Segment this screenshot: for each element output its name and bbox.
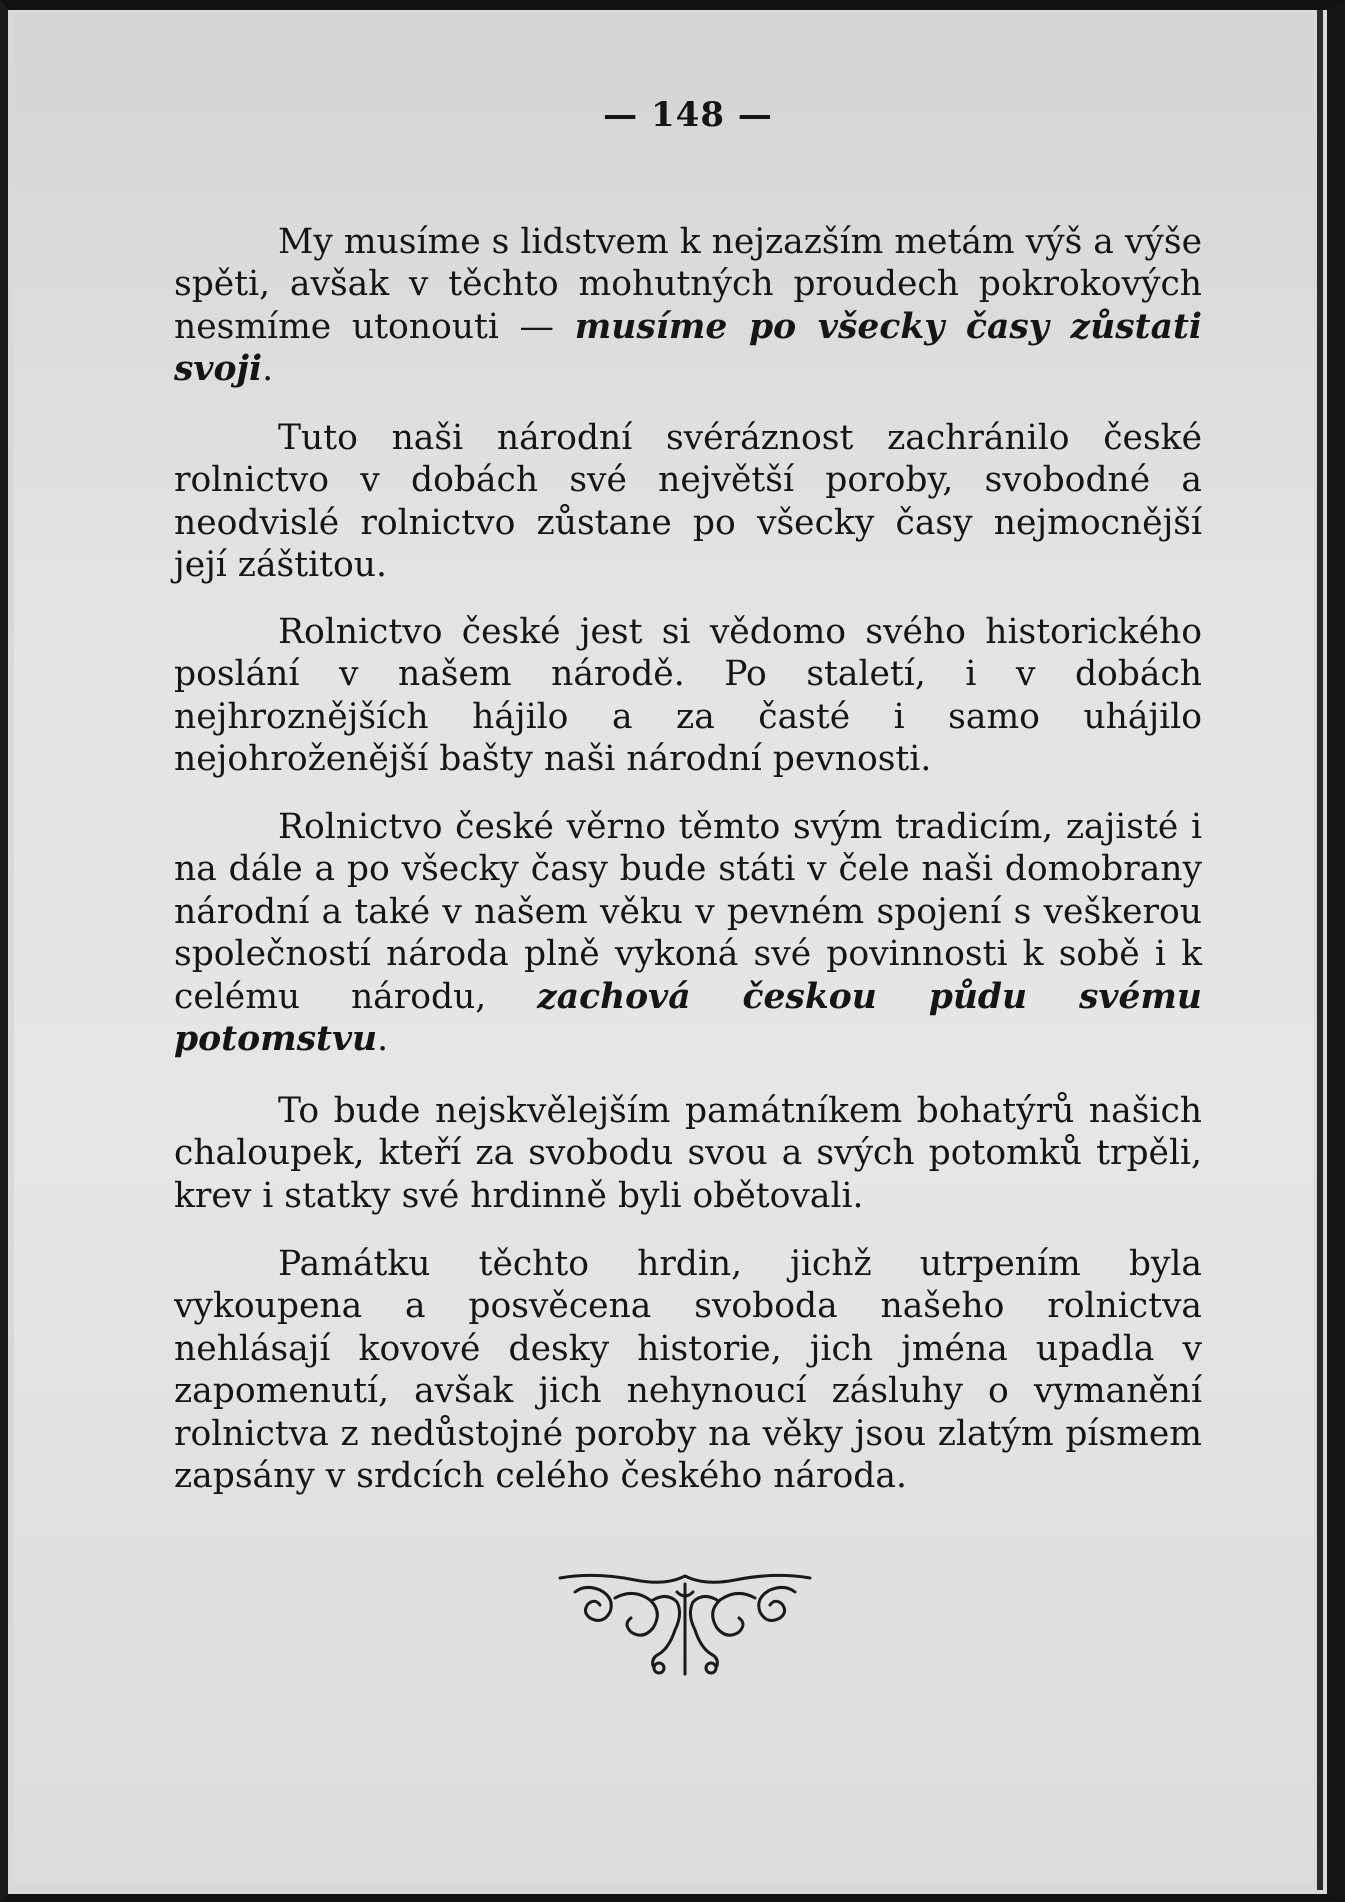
paragraph-1-end: .	[262, 349, 274, 389]
page-binding-edge	[1317, 10, 1323, 1890]
paragraph-4-end: .	[377, 1019, 389, 1059]
paragraph-4-emphasis: zachová českou půdu svému potomstvu	[174, 976, 1203, 1059]
paragraph-4	[174, 806, 1202, 1061]
paragraph-2	[174, 417, 1202, 587]
paragraph-5-text: To bude nejskvělejším památníkem bohatýrů našich chaloupek, kteří za svobodu svou a svých potomků trpěli, krev i statky své hrdinně byli obětovali.	[174, 1090, 1202, 1216]
paragraph-3-text: Rolnictvo české jest si vědomo svého historického poslání v našem národě. Po staletí, i v dobách nejhroznějších hájilo a za časté i samo uhájilo nejohroženější bašty naši národní pevnosti.	[174, 611, 1202, 779]
scroll-ornament-icon	[555, 1570, 815, 1680]
paragraph-6-text: Památku těchto hrdin, jichž utrpením byla vykoupena a posvěcena svoboda našeho rolnictva nehlásají kovové desky historie, jich jména upadla v zapomenutí, avšak jich nehynoucí zásluhy o vymanění rolnictva z nedůstojné poroby na věky jsou zlatým písmem zapsány v srdcích celého českého národa.	[174, 1243, 1202, 1496]
paragraph-4-text: Rolnictvo české věrno těmto svým tradicím, zajisté i na dále a po všecky časy bude státi v čele naši domobrany národní a také v našem věku v pevném spojení s veškerou společností národa plně vykoná své povinnosti k sobě i k celému národu,	[174, 806, 1202, 1017]
paragraph-6	[174, 1243, 1202, 1498]
paragraph-1-text: My musíme s lidstvem k nejzazším metám výš a výše spěti, avšak v těchto mohutných proudech pokrokových nesmíme utonouti —	[174, 221, 1202, 347]
page-number: — 148 —	[603, 95, 773, 135]
paragraph-1	[174, 221, 1202, 391]
paragraph-3	[174, 611, 1202, 781]
paragraph-1-emphasis: musíme po všecky časy zůstati svoji	[174, 306, 1202, 389]
paragraph-2-text: Tuto naši národní svéráznost zachránilo české rolnictvo v dobách své největší poroby, svobodné a neodvislé rolnictvo zůstane po všecky časy nejmocnější její záštitou.	[174, 417, 1202, 585]
paragraph-5	[174, 1090, 1202, 1218]
